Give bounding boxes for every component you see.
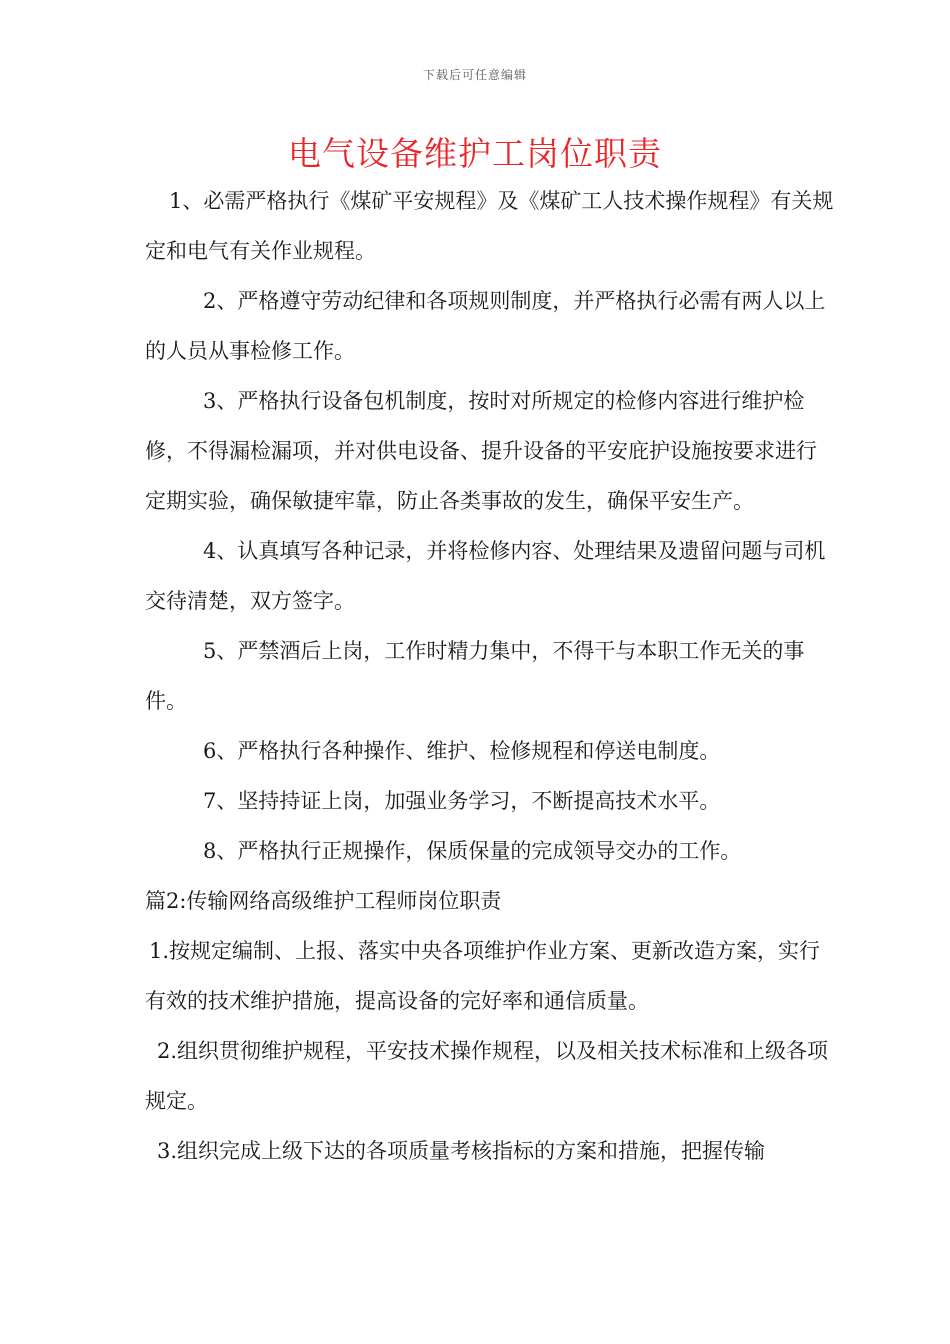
paragraph-6: 6、严格执行各种操作、维护、检修规程和停送电制度。 [203, 739, 721, 763]
paragraph-7: 7、坚持持证上岗，加强业务学习，不断提高技术水平。 [203, 789, 721, 813]
section-paragraph-3: 3.组织完成上级下达的各项质量考核指标的方案和措施，把握传输 [157, 1139, 766, 1163]
paragraph-5: 5、严禁酒后上岗，工作时精力集中，不得干与本职工作无关的事件。 [145, 639, 805, 713]
paragraph-8: 8、严格执行正规操作，保质保量的完成领导交办的工作。 [203, 839, 742, 863]
paragraph-2: 2、严格遵守劳动纪律和各项规则制度，并严格执行必需有两人以上的人员从事检修工作。 [145, 289, 826, 363]
paragraph-4: 4、认真填写各种记录，并将检修内容、处理结果及遗留问题与司机交待清楚，双方签字。 [145, 539, 826, 613]
section-paragraph-2: 2.组织贯彻维护规程，平安技术操作规程，以及相关技术标准和上级各项规定。 [145, 1039, 829, 1113]
section-heading: 篇2:传输网络高级维护工程师岗位职责 [145, 889, 502, 913]
header-watermark: 下载后可任意编辑 [422, 68, 527, 82]
paragraph-1: 1、必需严格执行《煤矿平安规程》及《煤矿工人技术操作规程》有关规定和电气有关作业规程。 [145, 189, 834, 263]
paragraph-3: 3、严格执行设备包机制度，按时对所规定的检修内容进行维护检修，不得漏检漏项，并对供电设备、提升设备的平安庇护设施按要求进行定期实验，确保敏捷牢靠，防止各类事故的发生，确保平安生产。 [145, 389, 817, 513]
section-paragraph-1: 1.按规定编制、上报、落实中央各项维护作业方案、更新改造方案，实行有效的技术维护措施，提高设备的完好率和通信质量。 [145, 939, 821, 1013]
document-body [145, 176, 835, 1176]
document-title: 电气设备维护工岗位职责 [288, 134, 662, 173]
